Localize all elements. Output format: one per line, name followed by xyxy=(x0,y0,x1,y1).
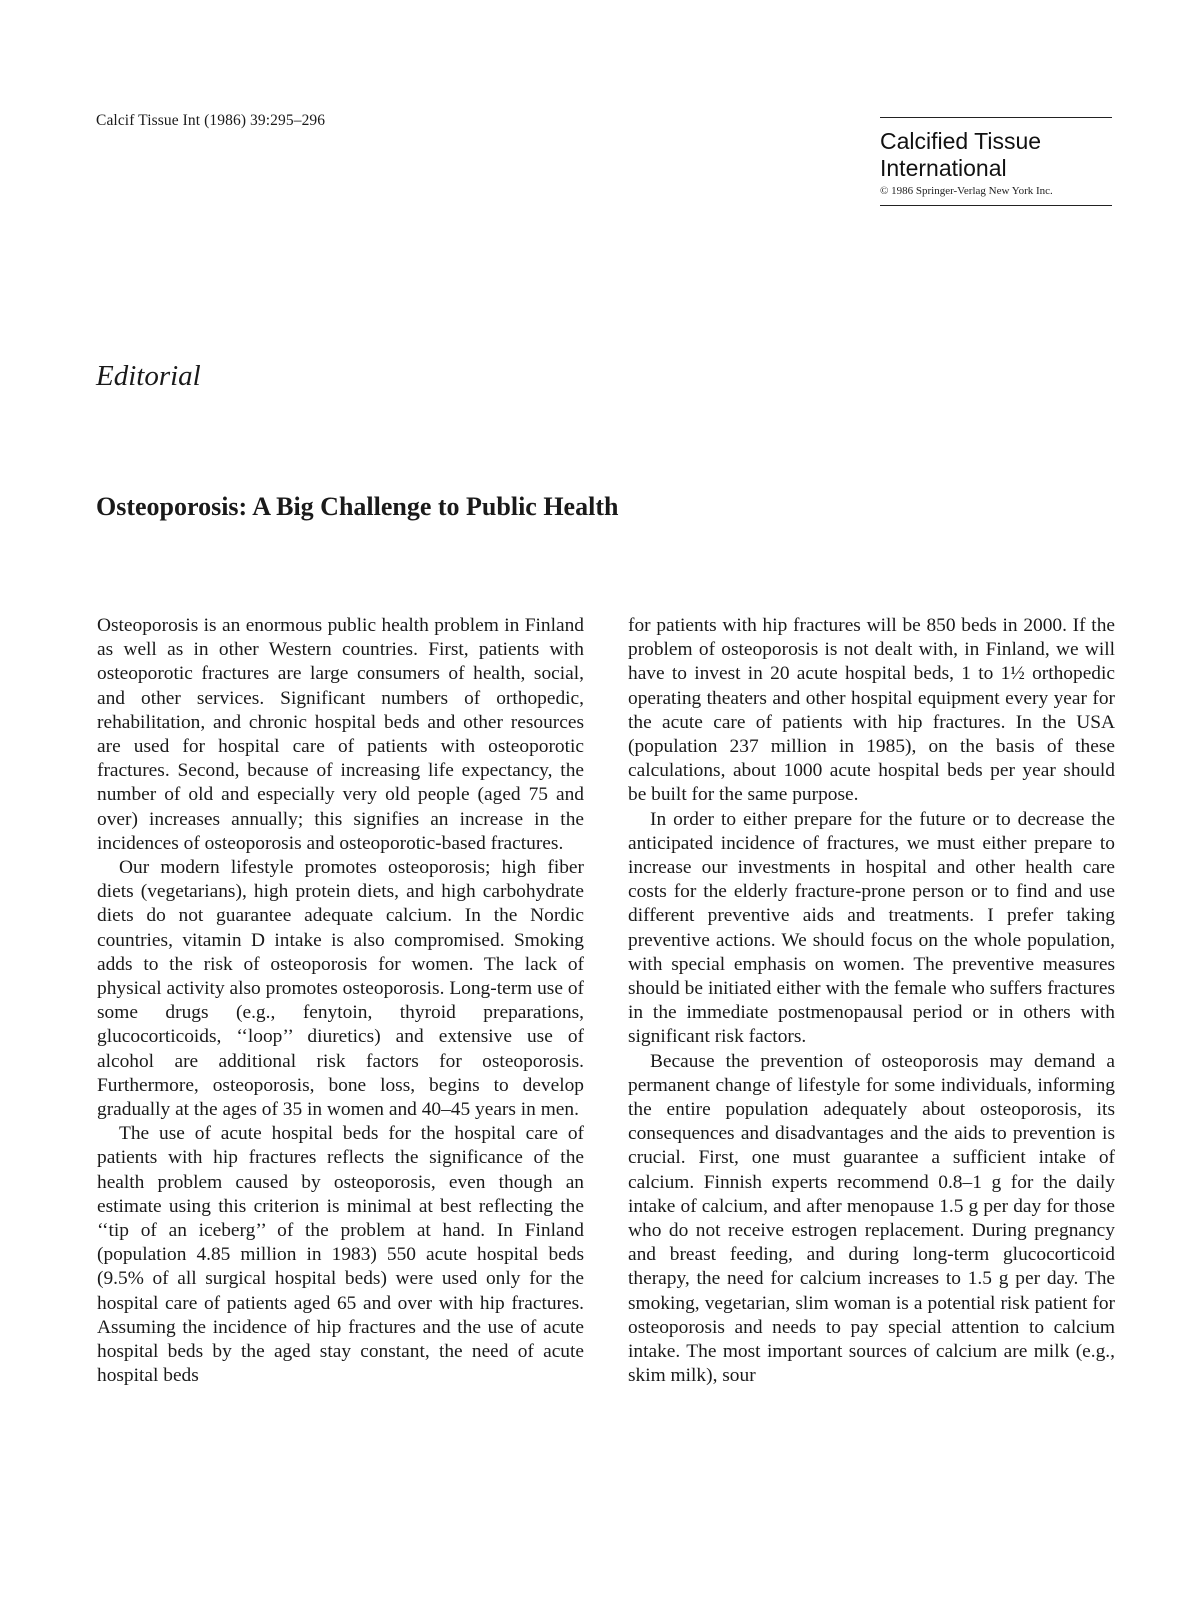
copyright-notice: © 1986 Springer-Verlag New York Inc. xyxy=(880,185,1053,197)
paragraph: In order to either prepare for the future or to decrease the anticipated incidence of fractures, we must either prepare to increase our investments in hospital and other health care costs for the elderly fracture-prone person or to find and use different preventive aids and treatments. I prefer taking preventive actions. We should focus on the whole population, with special emphasis on women. The preventive measures should be initiated either with the female who suffers fractures in the immediate postmenopausal period or in others with significant risk factors. xyxy=(628,808,1115,1048)
article-title: Osteoporosis: A Big Challenge to Public Health xyxy=(96,492,619,521)
paragraph: for patients with hip fractures will be 850 beds in 2000. If the problem of osteoporosis is not dealt with, in Finland, we will have to invest in 20 acute hospital beds, 1 to 1½ orthopedic operating theaters and other hospital equipment every year for the acute care of patients with hip fractures. In the USA (population 237 million in 1985), on the basis of these calculations, about 1000 acute hospital beds per year should be built for the same purpose. xyxy=(628,615,1115,806)
body-column-left xyxy=(97,614,584,1389)
body-column-right xyxy=(628,614,1115,1389)
paragraph: Osteoporosis is an enormous public health problem in Finland as well as in other Western countries. First, patients with osteoporotic fractures are large consumers of health, social, and other services. Significant numbers of orthopedic, rehabilitation, and chronic hospital beds and other resources are used for hospital care of patients with osteoporotic fractures. Second, because of increasing life expectancy, the number of old and especially very old people (aged 75 and over) increases annually; this signifies an increase in the incidences of osteoporosis and osteoporotic-based fractures. xyxy=(97,615,584,854)
journal-name-line2: International xyxy=(880,155,1007,181)
journal-masthead xyxy=(880,117,1112,206)
section-label: Editorial xyxy=(96,360,201,392)
paragraph: Because the prevention of osteoporosis may demand a permanent change of lifestyle for some individuals, informing the entire population adequately about osteoporosis, its consequences and disadvantages and the aids to prevention is crucial. First, one must guarantee a sufficient intake of calcium. Finnish experts recommend 0.8–1 g for the daily intake of calcium, and after menopause 1.5 g per day for those who do not receive estrogen replacement. During pregnancy and breast feeding, and during long-term glucocorticoid therapy, the need for calcium increases to 1.5 g per day. The smoking, vegetarian, slim woman is a potential risk patient for osteoporosis and needs to pay special attention to calcium intake. The most important sources of calcium are milk (e.g., skim milk), sour xyxy=(628,1050,1115,1387)
journal-name-line1: Calcified Tissue xyxy=(880,128,1042,154)
paragraph: The use of acute hospital beds for the hospital care of patients with hip fractures reflects the significance of the health problem caused by osteoporosis, even though an estimate using this criterion is minimal at best reflecting the ‘‘tip of an iceberg’’ of the problem at hand. In Finland (population 4.85 million in 1983) 550 acute hospital beds (9.5% of all surgical hospital beds) were used only for the hospital care of patients aged 65 and over with hip fractures. Assuming the incidence of hip fractures and the use of acute hospital beds by the aged stay constant, the need of acute hospital beds xyxy=(97,1123,584,1387)
paragraph: Our modern lifestyle promotes osteoporosis; high fiber diets (vegetarians), high protein diets, and high carbohydrate diets do not guarantee adequate calcium. In the Nordic countries, vitamin D intake is also compromised. Smoking adds to the risk of osteoporosis for women. The lack of physical activity also promotes osteoporosis. Long-term use of some drugs (e.g., fenytoin, thyroid preparations, glucocorticoids, ‘‘loop’’ diuretics) and extensive use of alcohol are additional risk factors for osteoporosis. Furthermore, osteoporosis, bone loss, begins to develop gradually at the ages of 35 in women and 40–45 years in men. xyxy=(97,857,584,1121)
journal-citation: Calcif Tissue Int (1986) 39:295–296 xyxy=(96,112,326,129)
